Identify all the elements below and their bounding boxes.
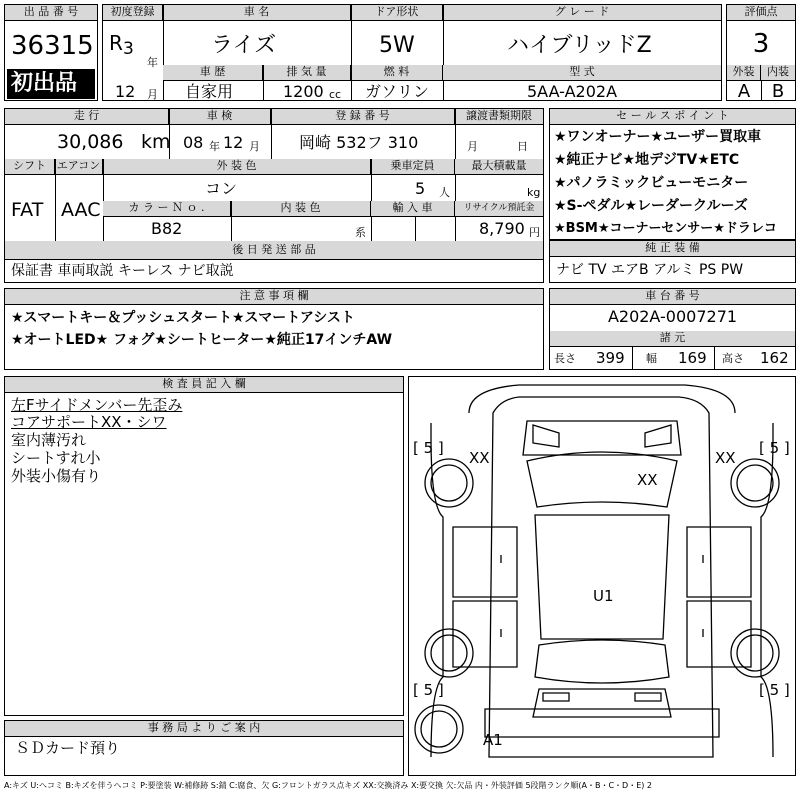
- history-header: 車 歴: [163, 65, 263, 81]
- mark-xx-center: XX: [637, 471, 658, 489]
- lot-no-header: 出 品 番 号: [5, 5, 97, 21]
- first-reg-era: R: [109, 31, 123, 55]
- chassis-box: [549, 288, 796, 370]
- first-reg-year: 3: [123, 39, 134, 59]
- exterior-header: 外装: [727, 65, 761, 81]
- shaken-year: 08: [183, 133, 204, 152]
- score-header: 評価点: [727, 5, 795, 21]
- door-header: ドア形状: [351, 5, 443, 21]
- width-value: 169: [678, 349, 707, 367]
- month-suffix: 月: [147, 88, 158, 101]
- tire-front-left-depth: [ 5 ]: [413, 439, 444, 457]
- capacity-value: 5: [415, 179, 426, 198]
- transfer-day-label: 日: [517, 140, 528, 153]
- recycle-value: 8,790: [479, 219, 525, 238]
- mark-u1: U1: [593, 587, 614, 605]
- mileage-value: 30,086: [57, 131, 124, 153]
- inspector-box: [4, 376, 404, 716]
- first-reg-header: 初度登録: [103, 5, 163, 21]
- length-label: 長さ: [554, 352, 576, 365]
- std-equip-value: ナビ TV エアB アルミ PS PW: [556, 262, 744, 278]
- score-value: 3: [752, 29, 770, 59]
- chassis-number: A202A-0007271: [607, 307, 738, 326]
- notes-header: 注 意 事 項 欄: [5, 289, 543, 305]
- length-value: 399: [596, 349, 625, 367]
- km-unit: km: [141, 131, 171, 153]
- displacement-header: 排 気 量: [263, 65, 351, 81]
- shift-value: FAT: [11, 199, 44, 221]
- score-box: [726, 4, 796, 101]
- width-label: 幅: [646, 352, 657, 365]
- inspector-note-1: 左Fサイドメンバー先歪み: [11, 396, 183, 414]
- chassis-header: 車 台 番 号: [550, 289, 795, 305]
- door-type: 5W: [379, 33, 415, 58]
- displacement-value: 1200: [283, 82, 324, 101]
- grade-header: グ レ ー ド: [443, 5, 721, 21]
- inspector-header: 検 査 員 記 入 欄: [5, 377, 403, 393]
- sales-point-1: ★ワンオーナー★ユーザー買取車: [554, 129, 762, 145]
- year-suffix: 年: [147, 56, 158, 69]
- kg-unit: kg: [527, 186, 541, 199]
- exterior-grade: A: [737, 81, 751, 102]
- kei-suffix: 系: [355, 226, 366, 239]
- note-2: ★オートLED★ フォグ★シートヒーター★純正17インチAW: [11, 332, 393, 348]
- std-equip-header: 純 正 装 備: [550, 241, 795, 257]
- tire-rear-right-depth: [ 5 ]: [759, 681, 790, 699]
- color-no-value: B82: [151, 219, 183, 238]
- car-name-header: 車 名: [163, 5, 351, 21]
- int-color-header: 内 装 色: [231, 201, 371, 217]
- grade-value: ハイブリッドZ: [507, 33, 652, 58]
- note-1: ★スマートキー＆プッシュスタート★スマートアシスト: [11, 310, 355, 326]
- max-load-header: 最大積載量: [455, 159, 543, 175]
- interior-header: 内装: [761, 65, 795, 81]
- transfer-header: 譲渡書類期限: [455, 109, 543, 125]
- office-box: [4, 720, 404, 776]
- mark-xx-right: XX: [715, 449, 736, 467]
- shaken-year-suffix: 年: [209, 140, 220, 153]
- specs-header: 諸 元: [550, 331, 795, 347]
- fuel-header: 燃 料: [351, 65, 443, 81]
- sales-point-4: ★S-ペダル★レーダークルーズ: [554, 198, 748, 214]
- later-parts-box: [4, 259, 544, 283]
- lot-box: [4, 4, 98, 101]
- ext-color-value: コン: [205, 179, 238, 198]
- tire-rear-left-depth: [ 5 ]: [413, 681, 444, 699]
- tire-front-right-depth: [ 5 ]: [759, 439, 790, 457]
- color-no-header: カ ラ ー Ｎ ｏ .: [103, 201, 231, 217]
- reg-no-header: 登 録 番 号: [271, 109, 455, 125]
- yen-unit: 円: [529, 226, 540, 239]
- car-outline-icon: [409, 377, 795, 775]
- ext-color-header: 外 装 色: [103, 159, 371, 175]
- sales-points-header: セ ー ル ス ポ イ ン ト: [550, 109, 795, 125]
- car-name: ライズ: [211, 33, 277, 58]
- shaken-month-suffix: 月: [249, 140, 260, 153]
- notes-box: [4, 288, 544, 370]
- std-equip-box: [549, 240, 796, 283]
- history-value: 自家用: [185, 82, 234, 101]
- later-parts-header: 後 日 発 送 部 品: [5, 241, 543, 259]
- height-value: 162: [760, 349, 789, 367]
- height-label: 高さ: [722, 352, 744, 365]
- inspector-note-4: シートすれ小: [11, 449, 101, 467]
- recycle-header: リサイクル預託金: [455, 201, 543, 217]
- shaken-month: 12: [223, 133, 244, 152]
- transfer-month-label: 月: [467, 140, 478, 153]
- first-listing-badge: 初出品: [11, 71, 78, 96]
- office-header: 事 務 局 よ り ご 案 内: [5, 721, 403, 737]
- inspector-note-3: 室内薄汚れ: [11, 431, 87, 449]
- reg-number: 岡崎 532フ 310: [299, 133, 419, 152]
- person-unit: 人: [439, 186, 450, 199]
- details-box: [4, 108, 544, 260]
- inspector-note-5: 外装小傷有り: [11, 467, 102, 485]
- mileage-header: 走 行: [5, 109, 169, 125]
- office-note: ＳＤカード預り: [15, 739, 121, 757]
- cc-unit: cc: [329, 88, 342, 101]
- interior-grade: B: [771, 81, 785, 102]
- sales-points-box: [549, 108, 796, 240]
- aircon-header: エアコン: [55, 159, 103, 175]
- sales-point-3: ★パノラミックビューモニター: [554, 175, 749, 191]
- mark-a1: A1: [483, 731, 503, 749]
- first-reg-month: 12: [115, 82, 136, 101]
- sales-point-2: ★純正ナビ★地デジTV★ETC: [554, 152, 740, 168]
- model-header: 型 式: [443, 65, 721, 81]
- car-diagram: [408, 376, 796, 776]
- aircon-value: AAC: [61, 199, 101, 221]
- capacity-header: 乗車定員: [371, 159, 455, 175]
- shift-header: シフト: [5, 159, 55, 175]
- import-header: 輸 入 車: [371, 201, 455, 217]
- lot-number: 36315: [11, 31, 94, 61]
- later-parts-value: 保証書 車両取説 キーレス ナビ取説: [11, 263, 234, 279]
- inspector-note-2: コアサポートXX・シワ: [11, 413, 167, 431]
- vehicle-header-box: [102, 4, 722, 101]
- fuel-value: ガソリン: [365, 82, 430, 101]
- mark-xx-left: XX: [469, 449, 490, 467]
- legend-text: A:キズ U:ヘコミ B:キズを伴うヘコミ P:要塗装 W:補修跡 S:錆 C:腐食、欠 G:フロントガラス点キズ XX:交換済み X:要交換 欠:欠品 内・外装評価 5段階ランク順(A・B・C・D・E) 2: [4, 781, 653, 790]
- model-value: 5AA-A202A: [527, 82, 618, 101]
- shaken-header: 車 検: [169, 109, 271, 125]
- sales-point-5: ★BSM★コーナーセンサー★ドラレコ: [554, 221, 777, 236]
